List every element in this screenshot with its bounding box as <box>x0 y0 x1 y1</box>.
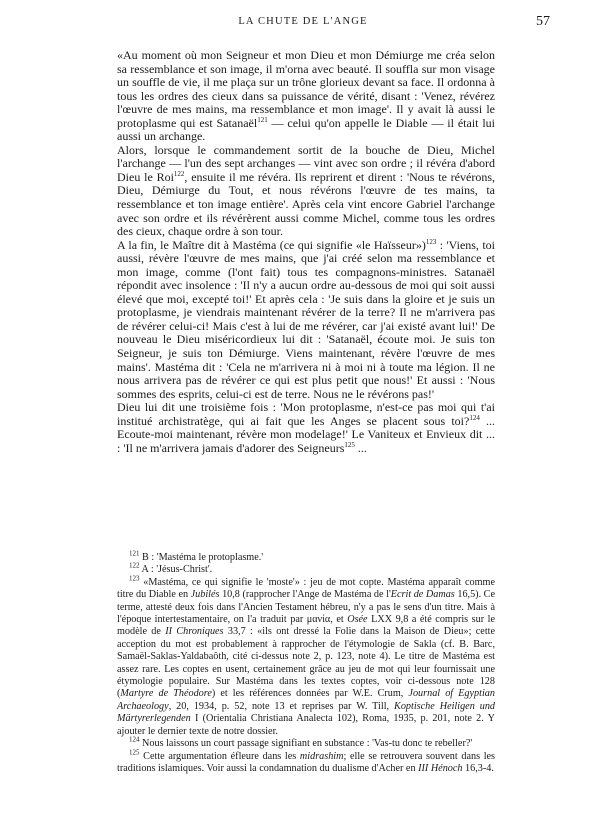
footnote-text: «Mastéma, ce qui signifie le 'moste'» : jeu de mot copte. Mastéma apparaît comme titre du Diable en <box>117 576 495 601</box>
paragraph-2 <box>117 144 495 239</box>
footnote-text: I (Orientalia Christiana Analecta 102), Roma, 1935, p. 201, note 2. Y ajouter le dernier texte de notre dossier. <box>117 713 495 737</box>
footnote-123 <box>117 574 496 738</box>
footnote-125 <box>117 748 496 776</box>
paragraph-text: : 'Viens, toi aussi, révère l'œuvre de mes mains, que j'ai créé selon ma ressemblance et mon image, comme (l'ont fait) tous tes compagnons-ministres. Satanaël répondit avec insolence : 'Il n'y a aucun ordre au-dessous de moi qui soit aussi élevé que moi, excepté toi!' Et après cela : 'Je suis dans la gloire et je suis un protoplasme, je viendrais maintenant révérer de la terre? Il ne m'arrivera pas de révérer celui-ci! Mais c'est à lui de me révérer, car j'ai existé avant lui!' De nouveau le Dieu miséricordieux lui dit : 'Satanaël, écoute moi. Je suis ton Seigneur, je suis ton Démiurge. Viens maintenant, révère l'œuvre de mes mains'. Mastéma dit : 'Cela ne m'arrivera ni à moi ni à toute ma légion. Il ne nous arrivera pas de révérer ce qui est plus petit que nous!' Et aussi : 'Nous sommes des esprits, celui-ci est de terre. Nous ne le révérons pas!' <box>117 237 495 401</box>
footnote-122 <box>117 564 495 576</box>
footnote-ref-122: 122 <box>173 169 185 178</box>
paragraph-text: ... <box>354 440 367 455</box>
footnote-text: ) et les références données par W.E. Crum, <box>211 688 409 700</box>
footnote-number: 122 <box>129 562 140 571</box>
paragraph-text: «Au moment où mon Seigneur et mon Dieu et mon Démiurge me créa selon sa ressemblance et son image, il m'orna avec beauté. Il souffla sur mon visage un souffle de vie, il me plaça sur un trône glorieux devant sa face. Il ordonna à tous les ordres des cieux dans sa puissance de vérité, disant : 'Venez, révérez l'œuvre de mes mains, ma ressemblance et mon image'. Il y avait là aussi le protoplasme qui est Satanaël <box>117 48 495 130</box>
footnote-number: 121 <box>129 549 140 558</box>
footnote-number: 125 <box>129 748 140 757</box>
page-header <box>0 14 606 32</box>
footnote-124 <box>117 735 495 750</box>
page-number: 57 <box>536 14 550 29</box>
paragraph-text: Alors, lorsque le commandement sortit de la bouche de Dieu, Michel l'archange — l'un des sept archanges — vint avec son ordre ; il révéra d'abord Dieu le Roi <box>117 142 495 184</box>
title-jubiles: Jubilés <box>190 589 220 601</box>
footnote-text: Cette argumentation éfleure dans les <box>143 750 300 762</box>
footnote-text: 10,8 (rapprocher l'Ange de Mastéma de l' <box>219 589 391 601</box>
footnote-text: 16,5). Ce terme, attesté deux fois dans l'Ancien Testament hébreu, n'y a pas le sens d'un titre. Mais à l'époque intertestamentaire, on l'a traduit par μανία, et <box>117 589 495 626</box>
title-henoch: III Hénoch <box>418 762 463 774</box>
footnote-121 <box>117 549 495 564</box>
footnote-number: 123 <box>129 574 140 583</box>
footnote-ref-124: 124 <box>469 413 480 422</box>
footnote-ref-123: 123 <box>425 237 437 246</box>
footnotes <box>117 549 496 775</box>
paragraph-4 <box>117 401 495 455</box>
footnote-text: B : 'Mastéma le protoplasme.' <box>142 552 264 563</box>
footnote-text: Nous laissons un court passage signifiant en substance : 'Vas-tu donc te rebeller?' <box>142 738 473 750</box>
paragraph-text: Dieu lui dit une troisième fois : 'Mon protoplasme, n'est-ce pas moi qui t'ai institué archistratège, qui ai fait que les Anges se placent sous toi? <box>117 400 495 428</box>
paragraph-3 <box>117 239 495 402</box>
main-text <box>117 49 495 455</box>
footnote-ref-121: 121 <box>257 115 268 124</box>
paragraph-text: , ensuite il me révéra. Ils reprirent et dirent : 'Nous te révérons, Dieu, Démiurge du Tout, et nous révérons l'œuvre de tes mains, ta ressemblance et ton image entière'. Après cela vint encore Gabriel l'archange avec son ordre et ils révérèrent aussi comme Michel, comme tous les ordres des cieux, chaque ordre à son tour. <box>117 169 495 239</box>
footnote-text: A : 'Jésus-Christ'. <box>141 564 213 576</box>
paragraph-1 <box>117 49 495 144</box>
term-midrashim: midrashim <box>299 750 344 762</box>
footnote-text: 16,3-4. <box>462 762 494 774</box>
footnote-text: ; elle se retrouvera souvent dans les traditions islamiques. Voir aussi la condamnation du dualisme d'Acher en <box>117 750 496 774</box>
footnote-text: 33,7 : «ils ont dressé la Folie dans la Maison de Dieu»; cette acception du mot est probablement à rapprocher de l'étymologie de Sakla (cf. B. Barc, Samaël-Saklas-Yaldabaôth, cité ci-dessus note 2, p. 123, note 4). Le titre de Mastéma est assez rare. Les coptes en usent, certainement grâce au jeu de mot qui leur fournissait une étymologie populaire. Sur Mastéma dans les textes coptes, voir ci-dessous note 128 ( <box>117 626 496 700</box>
title-chroniques: II Chroniques <box>165 626 224 638</box>
title-ecrit-de-damas: Ecrit de Damas <box>390 589 455 601</box>
paragraph-text: — celui qu'on appelle le Diable — il était lui aussi un archange. <box>117 115 496 144</box>
footnote-text: , 20, 1934, p. 52, note 13 et reprises par W. Till, <box>168 700 395 712</box>
footnote-ref-125: 125 <box>344 440 355 449</box>
paragraph-text: A la fin, le Maître dit à Mastéma (ce qui signifie «le Haïsseur») <box>117 237 426 252</box>
footnote-number: 124 <box>129 735 140 744</box>
title-martyre: Martyre de Théodore <box>120 688 212 700</box>
title-koptische: Koptische Heiligen und Märtyrerlegenden <box>117 700 496 725</box>
running-title: LA CHUTE DE L'ANGE <box>238 16 368 27</box>
title-journal: Journal of Egyptian Archaeology <box>117 688 495 712</box>
paragraph-text: ... Ecoute-moi maintenant, révère mon modelage!' Le Vaniteux et Envieux dit ... : 'Il ne m'arrivera jamais d'adorer des Seigneurs <box>117 413 495 455</box>
footnote-text: LXX 9,8 a été compris sur le modèle de <box>117 614 495 638</box>
title-osee: Osée <box>347 614 368 626</box>
